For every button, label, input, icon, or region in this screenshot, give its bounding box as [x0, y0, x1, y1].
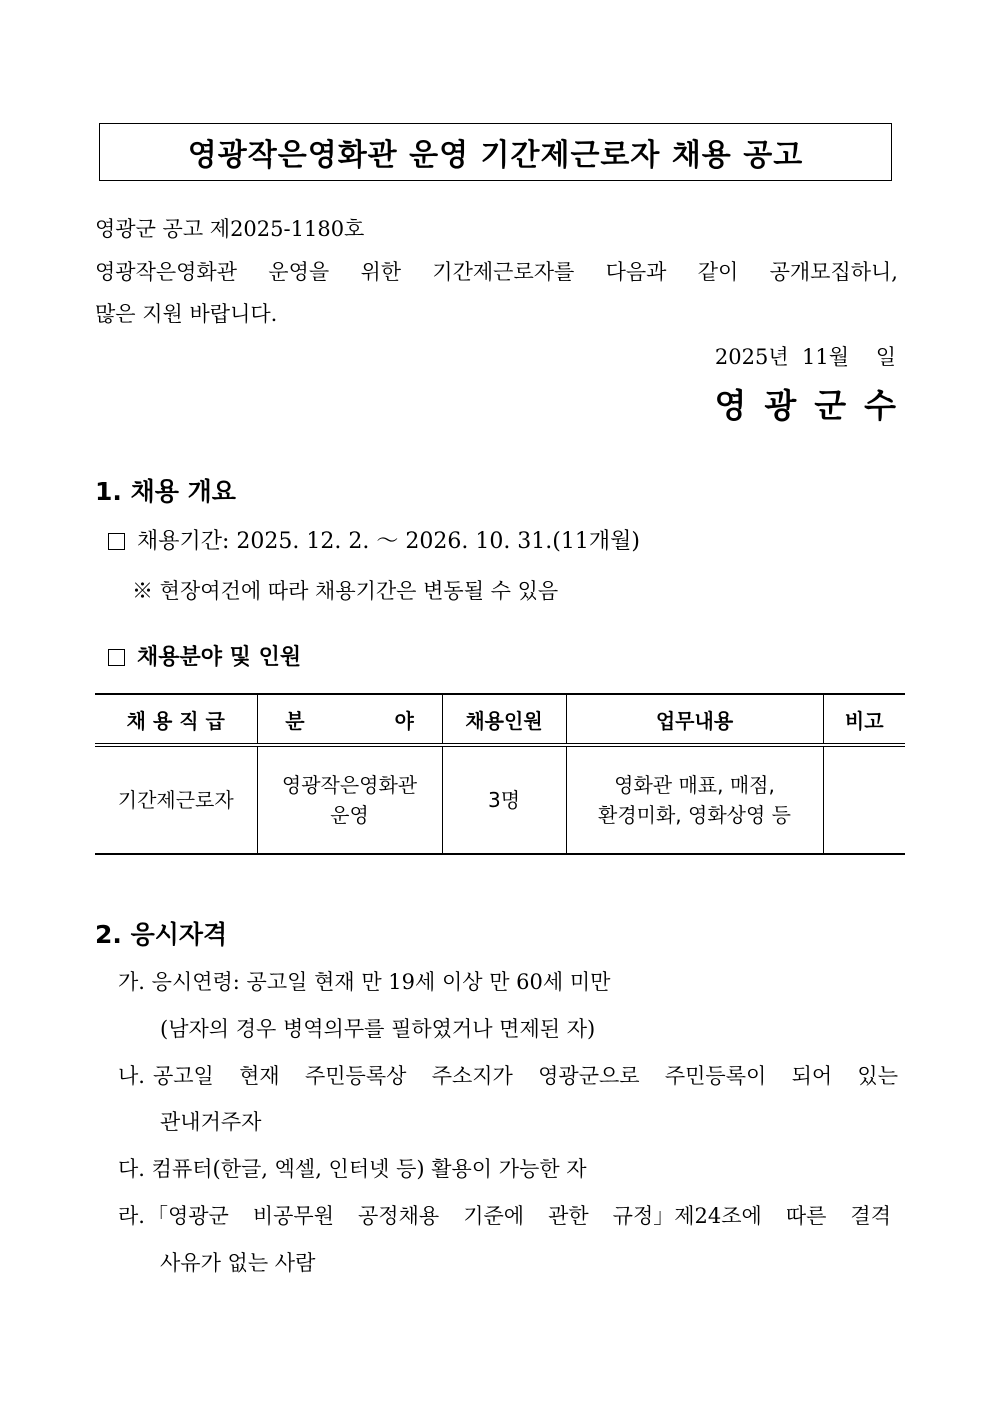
header-duty: 업무내용 — [566, 694, 823, 745]
item-marker: 다. — [118, 1157, 145, 1181]
qualification-item-a-line-2: (남자의 경우 병역의무를 필하였거나 면제된 자) — [160, 1017, 596, 1041]
field-and-count-heading — [108, 640, 301, 671]
cell-field — [257, 745, 442, 854]
issuer-signature: 영광군수 — [714, 386, 914, 425]
item-word: 공고일 — [152, 1064, 214, 1088]
qualification-item-d-line-2: 사유가 없는 사람 — [160, 1251, 316, 1275]
intro-line-1 — [95, 256, 898, 286]
item-word: 주민등록이 — [664, 1064, 767, 1088]
cell-note — [823, 745, 905, 854]
item-word: 기준에 — [463, 1204, 525, 1228]
qualification-item-b — [118, 1060, 898, 1090]
item-marker: 라. — [118, 1204, 145, 1228]
cell-count: 3명 — [442, 745, 566, 854]
item-marker: 나. — [118, 1064, 145, 1088]
cell-duty — [566, 745, 823, 854]
field-and-count-text: 채용분야 및 인원 — [137, 644, 302, 670]
recruit-period-text: 채용기간: 2025. 12. 2. ～ 2026. 10. 31.(11개월) — [137, 529, 640, 554]
item-marker: 가. — [118, 970, 145, 994]
table-row — [95, 745, 905, 854]
header-count: 채용인원 — [442, 694, 566, 745]
intro-word: 공개모집하니, — [769, 260, 898, 284]
section-1-heading: 1. 채용 개요 — [95, 477, 236, 506]
item-text — [147, 1200, 891, 1230]
header-note: 비고 — [823, 694, 905, 745]
notice-date: 2025년 11월 일 — [714, 345, 896, 369]
item-word: 현재 — [239, 1064, 280, 1088]
item-word: 영광군으로 — [538, 1064, 640, 1088]
cell-duty-line-2: 환경미화, 영화상영 등 — [598, 803, 791, 827]
qualification-item-d — [118, 1200, 891, 1230]
section-2-heading: 2. 응시자격 — [95, 920, 228, 949]
header-grade: 채 용 직 급 — [95, 694, 257, 745]
intro-word: 같이 — [697, 260, 739, 284]
intro-word: 다음과 — [605, 260, 667, 284]
period-note: ※ 현장여건에 따라 채용기간은 변동될 수 있음 — [132, 579, 559, 603]
table-header-row — [95, 694, 905, 745]
cell-duty-line-1: 영화관 매표, 매점, — [614, 773, 775, 797]
qualification-item-a — [118, 966, 610, 996]
item-text — [153, 1060, 898, 1090]
item-word: 공정채용 — [358, 1204, 440, 1228]
cell-field-line-1: 영광작은영화관 — [281, 773, 418, 797]
intro-line-2: 많은 지원 바랍니다. — [95, 302, 278, 326]
item-word: 규정」제24조에 — [612, 1204, 762, 1228]
intro-word: 위한 — [360, 260, 402, 284]
item-word: 주민등록상 — [304, 1064, 407, 1088]
qualification-item-c — [118, 1153, 587, 1183]
item-word: 결격 — [850, 1204, 891, 1228]
cell-grade: 기간제근로자 — [95, 745, 257, 854]
recruitment-table — [95, 693, 905, 855]
item-text: 컴퓨터(한글, 엑셀, 인터넷 등) 활용이 가능한 자 — [151, 1157, 587, 1181]
checkbox-icon — [108, 533, 125, 550]
item-text: 응시연령: 공고일 현재 만 19세 이상 만 60세 미만 — [151, 970, 611, 994]
item-word: 되어 — [791, 1064, 833, 1088]
item-word: 주소지가 — [431, 1064, 513, 1088]
item-word: 관한 — [548, 1204, 589, 1228]
notice-title-box — [99, 123, 892, 181]
intro-word: 영광작은영화관 — [95, 260, 238, 284]
intro-word: 운영을 — [268, 260, 330, 284]
intro-word: 기간제근로자를 — [432, 260, 575, 284]
checkbox-icon — [108, 649, 125, 666]
item-word: 있는 — [857, 1064, 898, 1088]
notice-number: 영광군 공고 제2025-1180호 — [95, 217, 365, 241]
recruit-period — [108, 524, 640, 555]
item-word: 「영광군 — [146, 1204, 229, 1228]
header-field: 분 야 — [257, 694, 442, 745]
cell-field-line-2: 운영 — [330, 803, 369, 827]
notice-title: 영광작은영화관 운영 기간제근로자 채용 공고 — [187, 138, 804, 173]
qualification-item-b-line-2: 관내거주자 — [160, 1110, 262, 1134]
item-word: 따른 — [785, 1204, 827, 1228]
item-word: 비공무원 — [252, 1204, 334, 1228]
